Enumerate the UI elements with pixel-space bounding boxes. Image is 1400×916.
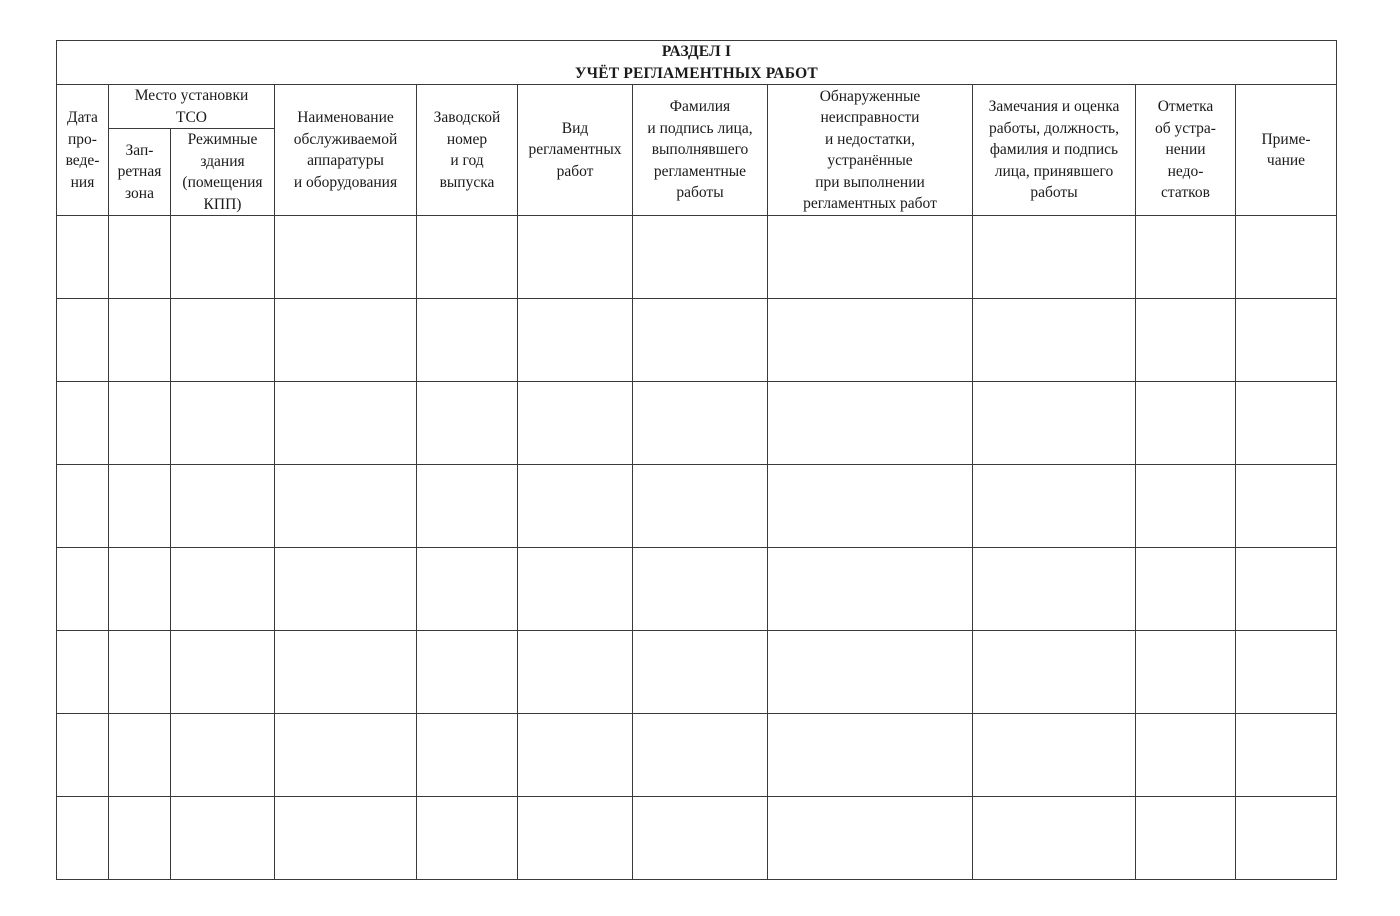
table-cell[interactable] [109,216,171,299]
table-cell[interactable] [57,465,109,548]
table-cell[interactable] [275,631,417,714]
table-cell[interactable] [1136,465,1236,548]
table-cell[interactable] [57,216,109,299]
table-cell[interactable] [768,382,973,465]
table-cell[interactable] [275,299,417,382]
table-cell[interactable] [171,382,275,465]
header-elimination-mark: Отметка об устра- нении недо- статков [1136,85,1236,216]
table-cell[interactable] [1236,299,1337,382]
table-cell[interactable] [1236,382,1337,465]
table-cell[interactable] [633,631,768,714]
header-remarks: Замечания и оценка работы, должность, фамилия и подпись лица, принявшего работы [973,85,1136,216]
header-note: Приме- чание [1236,85,1337,216]
table-cell[interactable] [973,797,1136,880]
table-cell[interactable] [275,216,417,299]
table-cell[interactable] [171,631,275,714]
table-cell[interactable] [1236,714,1337,797]
header-performer: Фамилия и подпись лица, выполнявшего регламентные работы [633,85,768,216]
table-cell[interactable] [633,382,768,465]
table-cell[interactable] [518,382,633,465]
table-row [57,548,1337,631]
table-cell[interactable] [57,797,109,880]
maintenance-log-table [56,40,1337,880]
table-cell[interactable] [57,548,109,631]
table-cell[interactable] [171,548,275,631]
table-cell[interactable] [518,299,633,382]
table-cell[interactable] [171,714,275,797]
table-cell[interactable] [973,714,1136,797]
table-cell[interactable] [1236,465,1337,548]
table-cell[interactable] [1136,797,1236,880]
table-cell[interactable] [1136,382,1236,465]
table-cell[interactable] [109,465,171,548]
table-cell[interactable] [1236,216,1337,299]
table-cell[interactable] [417,382,518,465]
table-cell[interactable] [973,631,1136,714]
table-cell[interactable] [417,548,518,631]
table-cell[interactable] [633,216,768,299]
table-cell[interactable] [768,797,973,880]
table-cell[interactable] [768,299,973,382]
section-title-line2: УЧЁТ РЕГЛАМЕНТНЫХ РАБОТ [575,64,818,82]
table-cell[interactable] [57,631,109,714]
table-cell[interactable] [518,714,633,797]
table-cell[interactable] [417,797,518,880]
table-row [57,465,1337,548]
header-serial-year: Заводской номер и год выпуска [417,85,518,216]
table-cell[interactable] [518,631,633,714]
table-cell[interactable] [768,216,973,299]
table-cell[interactable] [768,714,973,797]
table-cell[interactable] [109,548,171,631]
table-cell[interactable] [973,548,1136,631]
table-row [57,631,1337,714]
header-restricted-zone: Зап- ретная зона [109,129,171,216]
table-cell[interactable] [1136,714,1236,797]
section-title-line1: РАЗДЕЛ I [661,43,732,60]
header-work-type: Вид регламентных работ [518,85,633,216]
table-cell[interactable] [633,797,768,880]
header-date: Дата про- веде- ния [57,85,109,216]
table-cell[interactable] [417,714,518,797]
table-cell[interactable] [171,797,275,880]
table-cell[interactable] [1136,216,1236,299]
table-cell[interactable] [171,216,275,299]
table-cell[interactable] [633,714,768,797]
table-cell[interactable] [275,548,417,631]
table-cell[interactable] [171,299,275,382]
table-cell[interactable] [171,465,275,548]
table-cell[interactable] [109,714,171,797]
header-regime-buildings: Режимные здания (помещения КПП) [171,129,275,216]
table-cell[interactable] [109,631,171,714]
table-cell[interactable] [518,465,633,548]
table-cell[interactable] [275,797,417,880]
table-cell[interactable] [109,382,171,465]
header-row-top [57,85,1337,129]
table-cell[interactable] [1236,631,1337,714]
table-cell[interactable] [518,797,633,880]
table-cell[interactable] [417,465,518,548]
table-cell[interactable] [768,548,973,631]
table-row [57,714,1337,797]
table-cell[interactable] [1136,548,1236,631]
table-cell[interactable] [109,299,171,382]
header-location-group: Место установки ТСО [109,85,275,129]
table-cell[interactable] [973,382,1136,465]
table-row [57,382,1337,465]
table-row [57,299,1337,382]
table-row [57,216,1337,299]
table-cell[interactable] [275,382,417,465]
table-cell[interactable] [768,465,973,548]
table-cell[interactable] [57,714,109,797]
log-body [57,216,1337,880]
table-cell[interactable] [417,216,518,299]
header-defects: Обнаруженные неисправности и недостатки, устранённые при выполнении регламентных работ [768,85,973,216]
table-cell[interactable] [973,465,1136,548]
table-cell[interactable] [518,216,633,299]
header-equipment-name: Наименование обслуживаемой аппаратуры и оборудования [275,85,417,216]
table-cell[interactable] [1136,631,1236,714]
table-cell[interactable] [275,465,417,548]
journal-sheet [56,40,1336,881]
table-cell[interactable] [1136,299,1236,382]
table-cell[interactable] [518,548,633,631]
table-cell[interactable] [1236,548,1337,631]
table-cell[interactable] [633,299,768,382]
table-cell[interactable] [109,797,171,880]
table-cell[interactable] [973,299,1136,382]
table-cell[interactable] [768,631,973,714]
table-cell[interactable] [633,548,768,631]
table-cell[interactable] [57,299,109,382]
section-title [57,41,1337,85]
table-cell[interactable] [417,631,518,714]
table-cell[interactable] [633,465,768,548]
table-cell[interactable] [417,299,518,382]
table-row [57,797,1337,880]
table-cell[interactable] [57,382,109,465]
table-cell[interactable] [973,216,1136,299]
table-cell[interactable] [275,714,417,797]
table-cell[interactable] [1236,797,1337,880]
